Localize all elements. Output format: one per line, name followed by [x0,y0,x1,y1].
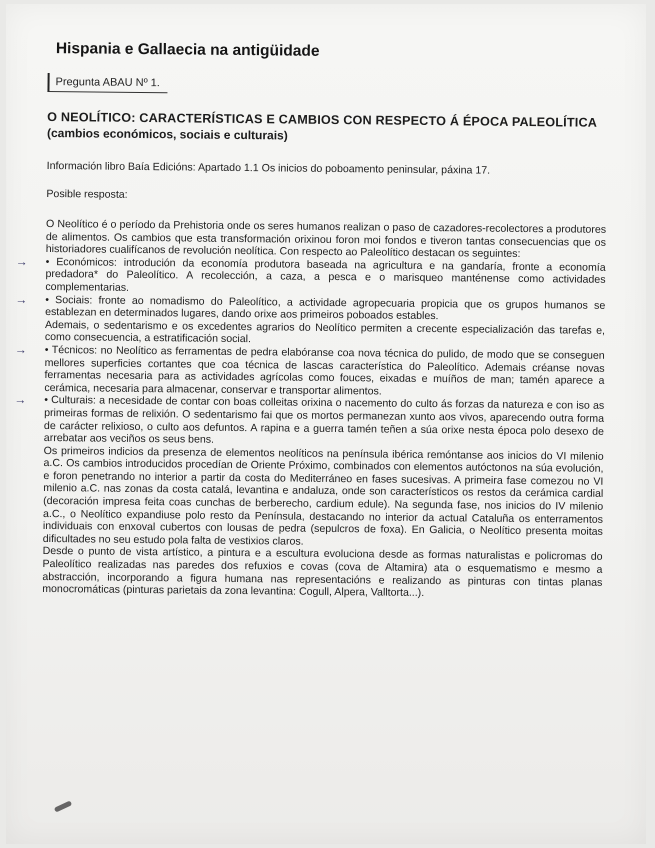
list-item-text: • Sociais: fronte ao nomadismo do Paleolítico, a actividade agropecuaria propicia que os grupos humanos se establezan en determinados lugares, dando orixe aos primeiros poboados estables. [45,293,606,323]
section-title: O NEOLÍTICO: CARACTERÍSTICAS E CAMBIOS CON RESPECTO Á ÉPOCA PALEOLÍTICA [47,109,598,130]
source-reference: Información libro Baía Edicións: Apartado 1.1 Os inicios do poboamento peninsular, páxina 17. [46,159,491,177]
arrow-mark-icon: → [14,342,27,357]
arrow-mark-icon: → [15,292,28,307]
question-label: Pregunta ABAU Nº 1. [47,73,167,93]
list-item-text: • Económicos: introdución da economía produtora baseada na agricultura e na gandaría, fronte a economía predadora* do Paleolítico. A recolección, a caza, a pesca e o marisqueo manténense como actividades complementarias. [45,255,606,294]
document-title: Hispania e Gallaecia na antigüidade [55,40,320,60]
paper-sheet [6,4,646,844]
list-item-economicos [15,254,606,300]
list-item-text: • Técnicos: no Neolítico as ferramentas de pedra elabóranse coa nova técnica do pulido, de modo que se conseguen mellores superficies cortantes que coa técnica de lascas característica do Paleolítico. Ademais créanse novas ferramentas necesaria para as actividades agrícolas como fouces, eixadas e muíños de man; tamén aparece a cerámica, necesaria para almacenar, conservar e transportar alimentos. [44,343,605,398]
answer-label: Posible resposta: [46,187,128,201]
list-item-text: • Culturais: a necesidade de contar con boas colleitas orixina o nacemento do culto ás forzas da natureza e con iso as primeiras formas de relixión. O sedentarismo fai que os mortos permanezan xunto aos vivos, aparecendo outra forma de carácter relixioso, o culto aos defuntos. A rapina e a guerra tamén teñen a súa orixe nesta época polo desexo de arrebatar aos veciños os seus bens. [43,394,605,446]
answer-body [14,217,607,602]
section-subtitle: (cambios económicos, sociais e culturais) [46,125,288,143]
paragraph-first-indications: Os primeiros indicios da presenza de elementos neolíticos na península ibérica remóntanse aos inicios do VI milenio a.C. Os cambios introducidos procedían de Oriente Próximo, combinados con elementos autóctonos na súa evolución, e foron penetrando no interior a partir da costa do Mediterráneo en fases sucesivas. A primeira fase comezou no VI milenio a.C. nas zonas da costa catalá, levantina e andaluza, onde son característicos os restos da cerámica cardial (decoración impresa feita coas cunchas de berberecho, cardium edule). Na segunda fase, nos inicios do IV milenio a.C., o Neolítico expandiuse polo resto da Península, destacando no interior da actual Cataluña os enterramentos individuais con enxoval cubertos con lousas de pedra (sepulcros de foxa). En Galicia, o Neolítico presenta moitas dificultades no seu estudo pola falta de vestixios claros. [42,444,604,548]
intro-paragraph: O Neolítico é o período da Prehistoria onde os seres humanos realizan o paso de cazadores-recolectores a produtores de alimentos. Os cambios que esta transformación orixinou foron moi fondos e tiveron tantas consecuencias que os historiadores cualifícanos de revolución neolítica. Con respecto ao Paleolítico destacan os seguintes: [45,217,607,261]
pen-stroke-mark [54,800,72,812]
list-item-text: Ademais, o sedentarismo e os excedentes agrarios do Neolítico permiten a crecente especialización das tarefas e, como consecuencia, a estratificación social. [44,318,606,346]
arrow-mark-icon: → [14,392,27,408]
document-content [14,40,608,602]
list-item-culturais [14,392,605,450]
paragraph-art: Desde o punto de vista artístico, a pintura e a escultura evoluciona desde as formas naturalistas e policromas do Paleolítico realizadas nas paredes dos refuxios e covas (cova de Altamira) ata o esquematismo e mesmo a abstracción, incorporando a figura humana nas representacións e realizando as pinturas con tintas planas monocromáticas (pinturas parietais da zona levantina: Cogull, Alpera, Valltorta...). [42,545,603,600]
list-item-tecnicos [14,342,605,400]
arrow-mark-icon: → [15,254,28,269]
